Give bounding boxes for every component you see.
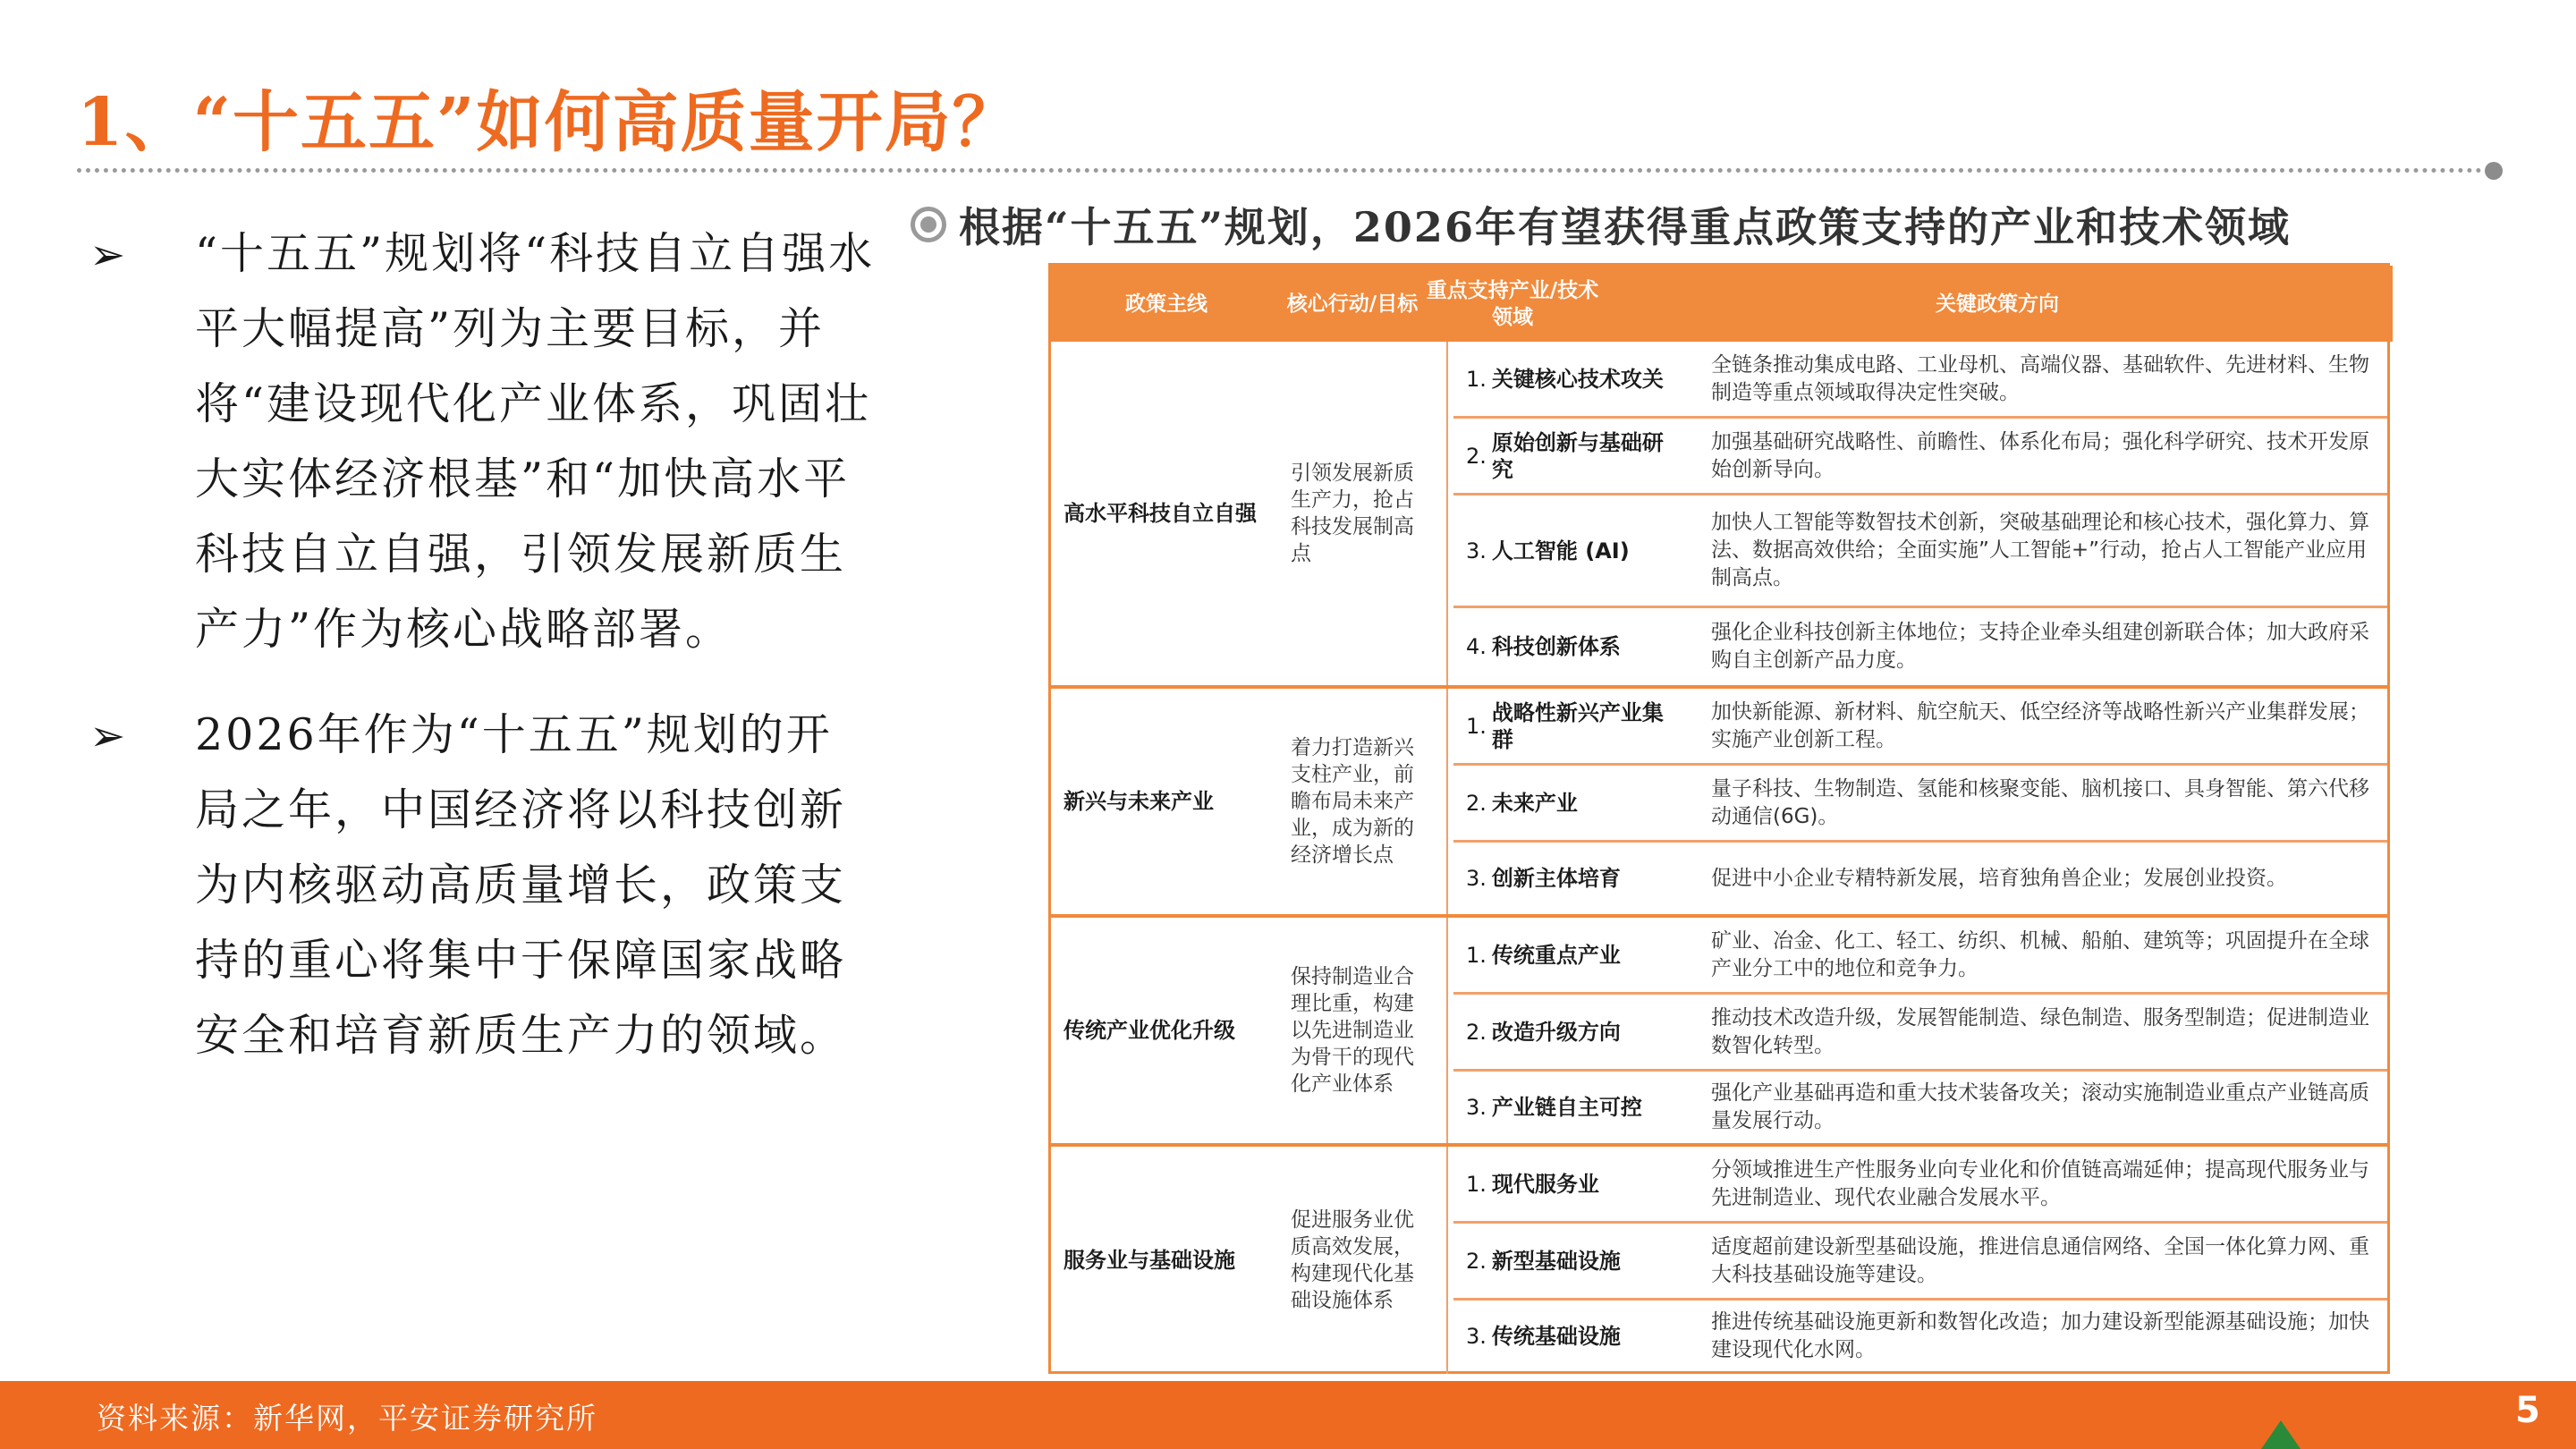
table-row — [1453, 1072, 2387, 1143]
policy-direction: 推进传统基础设施更新和数智化改造；加力建设新型能源基础设施；加快建设现代化水网。 — [1711, 1310, 2369, 1361]
bullet-item — [89, 698, 877, 1073]
slide-title: 1、“十五五”如何高质量开局？ — [77, 84, 1021, 161]
bullet-text: 2026年作为“十五五”规划的开局之年，中国经济将以科技创新为内核驱动高质量增长，政策支持的重心将集中于保障国家战略安全和培育新质生产力的领域。 — [195, 709, 847, 1061]
table-row — [1453, 1224, 2387, 1301]
policy-direction: 强化企业科技创新主体地位；支持企业牵头组建创新联合体；加大政府采购自主创新产品力度。 — [1711, 621, 2369, 672]
table-row — [1453, 419, 2387, 496]
column-divider — [1446, 918, 1448, 1143]
table-group — [1051, 689, 2387, 918]
bullet-text: “十五五”规划将“科技自立自强水平大幅提高”列为主要目标，并将“建设现代化产业体系，巩固壮大实体经济根基”和“加快高水平科技自立自强，引领发展新质生产力”作为核心战略部署。 — [195, 228, 876, 655]
table-row — [1453, 1147, 2387, 1224]
table-header — [1051, 266, 2393, 342]
support-area: 4. 科技创新体系 — [1466, 634, 1621, 659]
policy-direction: 强化产业基础再造和重大技术装备攻关；滚动实施制造业重点产业链高质量发展行动。 — [1711, 1081, 2369, 1132]
table-row — [1453, 995, 2387, 1072]
panel-heading — [911, 195, 2538, 254]
policy-direction: 加快新能源、新材料、航空航天、低空经济等战略性新兴产业集群发展；实施产业创新工程。 — [1711, 699, 2369, 751]
table-row — [1453, 918, 2387, 995]
source-note: 资料来源：新华网，平安证券研究所 — [97, 1401, 597, 1436]
core-goal: 着力打造新兴支柱产业，前瞻布局未来产业，成为新的经济增长点 — [1291, 736, 1414, 867]
column-divider — [1446, 1147, 1448, 1374]
logo-icon — [2261, 1420, 2301, 1449]
radio-dot-icon — [911, 207, 946, 242]
table-group — [1051, 918, 2387, 1147]
table-group — [1051, 1147, 2387, 1374]
divider-dot — [2485, 162, 2503, 180]
support-area: 3. 创新主体培育 — [1466, 866, 1621, 891]
support-area: 3. 产业链自主可控 — [1466, 1095, 1642, 1120]
title-divider — [77, 168, 2492, 173]
table-row — [1453, 496, 2387, 608]
support-area: 1. 传统重点产业 — [1466, 942, 1621, 968]
arrow-bullet-icon: ➢ — [89, 230, 126, 280]
support-area: 2. 新型基础设施 — [1466, 1248, 1621, 1274]
table-group — [1051, 342, 2387, 689]
policy-main-line: 传统产业优化升级 — [1063, 1018, 1235, 1043]
bullet-list — [89, 216, 877, 1104]
table-row — [1453, 766, 2387, 843]
policy-table — [1048, 263, 2390, 1374]
core-goal: 引领发展新质生产力，抢占科技发展制高点 — [1291, 462, 1414, 565]
policy-direction: 适度超前建设新型基础设施，推进信息通信网络、全国一体化算力网、重大科技基础设施等建设。 — [1711, 1234, 2369, 1286]
policy-direction: 促进中小企业专精特新发展，培育独角兽企业；发展创业投资。 — [1711, 866, 2287, 890]
policy-direction: 加快人工智能等数智技术创新，突破基础理论和核心技术，强化算力、算法、数据高效供给；全面实施”人工智能+”行动，抢占人工智能产业应用制高点。 — [1711, 511, 2369, 589]
column-divider — [1446, 342, 1448, 685]
core-goal: 促进服务业优质高效发展，构建现代化基础设施体系 — [1291, 1208, 1414, 1312]
bullet-item — [89, 216, 877, 667]
policy-direction: 分领域推进生产性服务业向专业化和价值链高端延伸；提高现代服务业与先进制造业、现代农业融合发展水平。 — [1711, 1157, 2369, 1209]
header-cell: 政策主线 — [1125, 292, 1208, 316]
header-cell: 重点支持产业/技术领域 — [1426, 278, 1599, 329]
policy-direction: 矿业、冶金、化工、轻工、纺织、机械、船舶、建筑等；巩固提升在全球产业分工中的地位和竞争力。 — [1711, 928, 2369, 980]
panel-heading-text: 根据“十五五”规划，2026年有望获得重点政策支持的产业和技术领域 — [959, 203, 2291, 251]
support-area: 1. 现代服务业 — [1466, 1171, 1599, 1197]
table-row — [1453, 843, 2387, 914]
table-row — [1453, 342, 2387, 419]
support-area: 2. 改造升级方向 — [1466, 1019, 1621, 1045]
support-area: 1. 关键核心技术攻关 — [1466, 366, 1664, 392]
table-row — [1453, 608, 2387, 685]
support-area: 3. 人工智能 (AI) — [1466, 538, 1630, 564]
page-number: 5 — [2515, 1390, 2540, 1431]
header-cell: 核心行动/目标 — [1286, 292, 1419, 316]
header-cell: 关键政策方向 — [1936, 292, 2059, 316]
arrow-bullet-icon: ➢ — [89, 711, 126, 761]
policy-direction: 加强基础研究战略性、前瞻性、体系化布局；强化科学研究、技术开发原始创新导向。 — [1711, 429, 2369, 481]
policy-direction: 推动技术改造升级，发展智能制造、绿色制造、服务型制造；促进制造业数智化转型。 — [1711, 1005, 2369, 1057]
table-row — [1453, 1301, 2387, 1372]
support-area: 2. 未来产业 — [1466, 790, 1578, 816]
support-area: 1. 战略性新兴产业集群 — [1466, 699, 1664, 752]
policy-direction: 量子科技、生物制造、氢能和核聚变能、脑机接口、具身智能、第六代移动通信(6G)。 — [1711, 776, 2369, 828]
table-row — [1453, 689, 2387, 766]
core-goal: 保持制造业合理比重，构建以先进制造业为骨干的现代化产业体系 — [1291, 965, 1414, 1096]
policy-main-line: 新兴与未来产业 — [1063, 789, 1214, 814]
policy-main-line: 服务业与基础设施 — [1063, 1248, 1235, 1273]
column-divider — [1446, 689, 1448, 914]
support-area: 2. 原始创新与基础研究 — [1466, 429, 1664, 482]
policy-main-line: 高水平科技自立自强 — [1063, 501, 1257, 526]
policy-direction: 全链条推动集成电路、工业母机、高端仪器、基础软件、先进材料、生物制造等重点领域取得决定性突破。 — [1711, 352, 2369, 404]
support-area: 3. 传统基础设施 — [1466, 1324, 1621, 1349]
footer-bar — [0, 1381, 2576, 1449]
